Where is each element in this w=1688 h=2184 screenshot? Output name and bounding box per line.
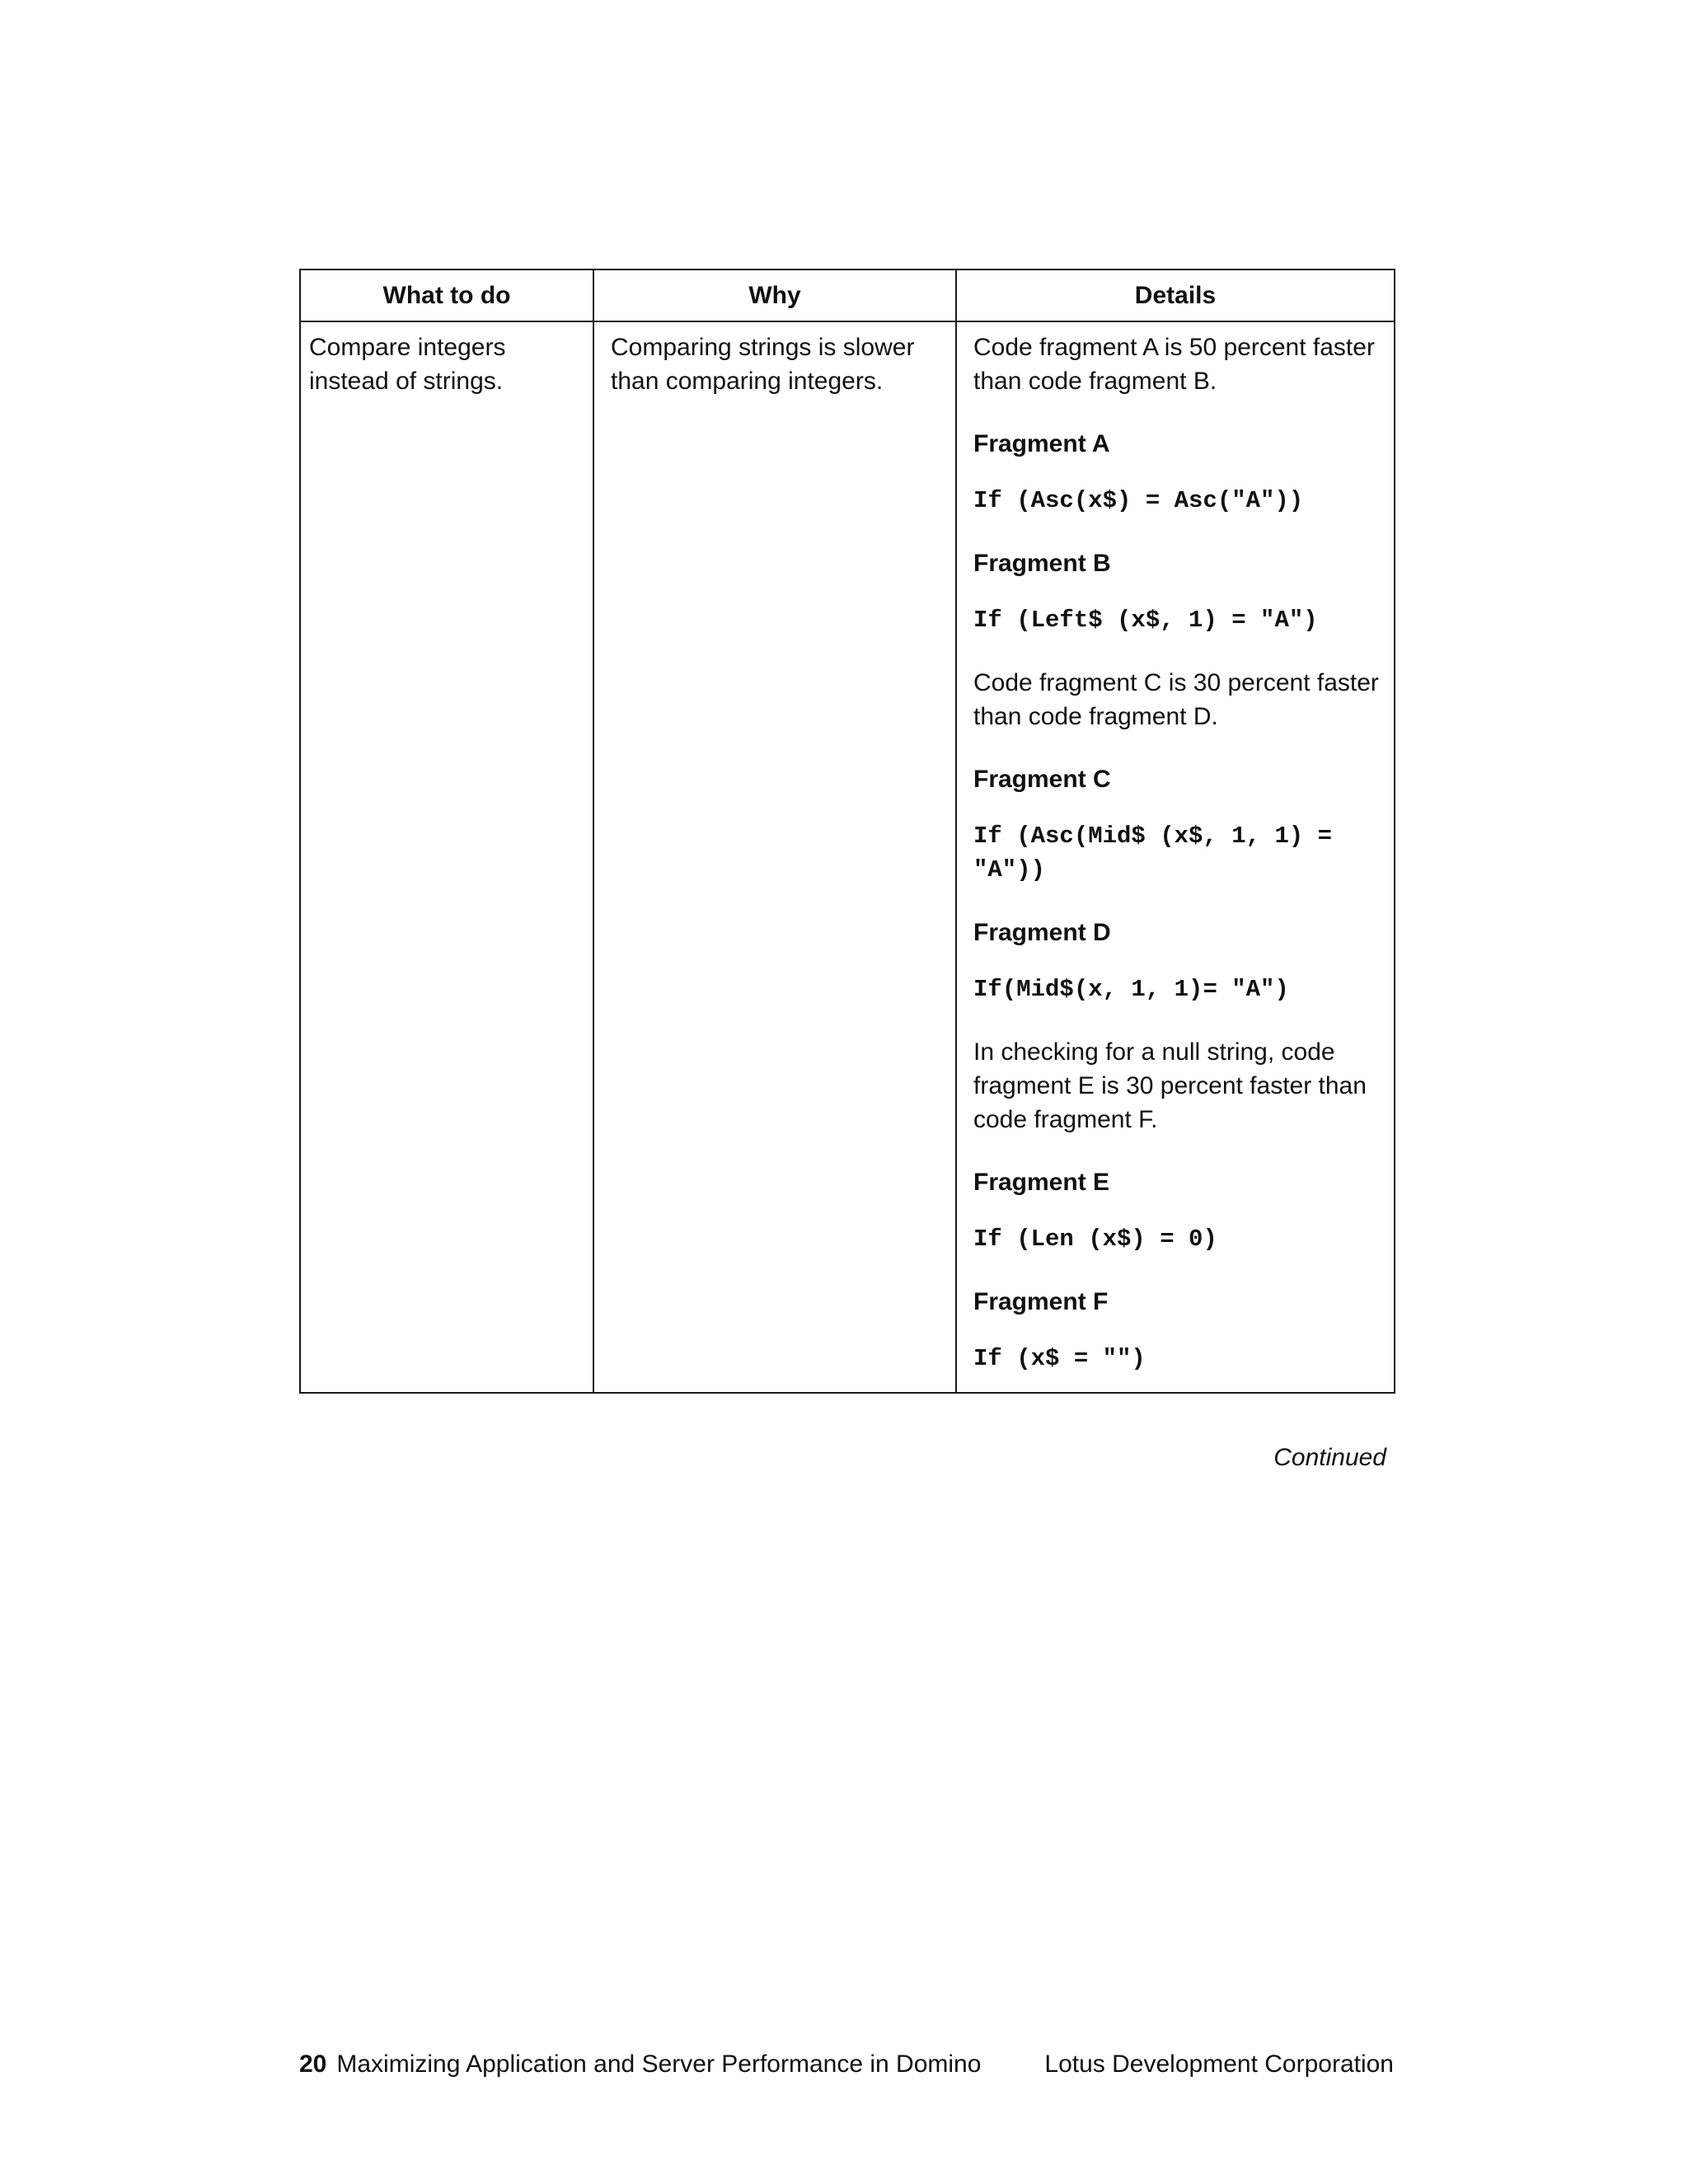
fragment-a-heading: Fragment A [973,430,1110,457]
page-footer [299,2050,1394,2079]
column-header-what-to-do: What to do [300,269,593,321]
cell-what-to-do: Compare integers instead of strings. [300,321,593,1393]
column-header-details: Details [956,269,1395,321]
table-row [300,321,1395,1393]
company-name: Lotus Development Corporation [1044,2050,1394,2078]
fragment-f-heading: Fragment F [973,1288,1109,1315]
fragment-c-code: If (Asc(Mid$ (x$, 1, 1) = "A")) [973,823,1347,883]
fragment-b-code: If (Left$ (x$, 1) = "A") [973,607,1318,634]
fragment-b-heading: Fragment B [973,550,1111,577]
performance-tips-table [299,269,1395,1394]
details-intro-ef: In checking for a null string, code fragment E is 30 percent faster than code fragment F. [973,1038,1367,1133]
details-intro-cd: Code fragment C is 30 percent faster than code fragment D. [973,669,1379,730]
fragment-a-code: If (Asc(x$) = Asc("A")) [973,487,1304,514]
details-intro-ab: Code fragment A is 50 percent faster than code fragment B. [973,334,1375,395]
fragment-c-heading: Fragment C [973,766,1111,793]
cell-details [956,321,1395,1393]
table-header-row [300,269,1395,321]
fragment-e-heading: Fragment E [973,1169,1110,1196]
fragment-d-heading: Fragment D [973,919,1111,946]
book-title: Maximizing Application and Server Performance in Domino [336,2050,982,2078]
column-header-why: Why [593,269,956,321]
fragment-e-code: If (Len (x$) = 0) [973,1226,1217,1253]
cell-why: Comparing strings is slower than comparing integers. [593,321,956,1393]
continued-note: Continued [1273,1444,1386,1471]
fragment-f-code: If (x$ = "") [973,1345,1146,1372]
page-number: 20 [299,2050,327,2078]
fragment-d-code: If(Mid$(x, 1, 1)= "A") [973,976,1289,1003]
